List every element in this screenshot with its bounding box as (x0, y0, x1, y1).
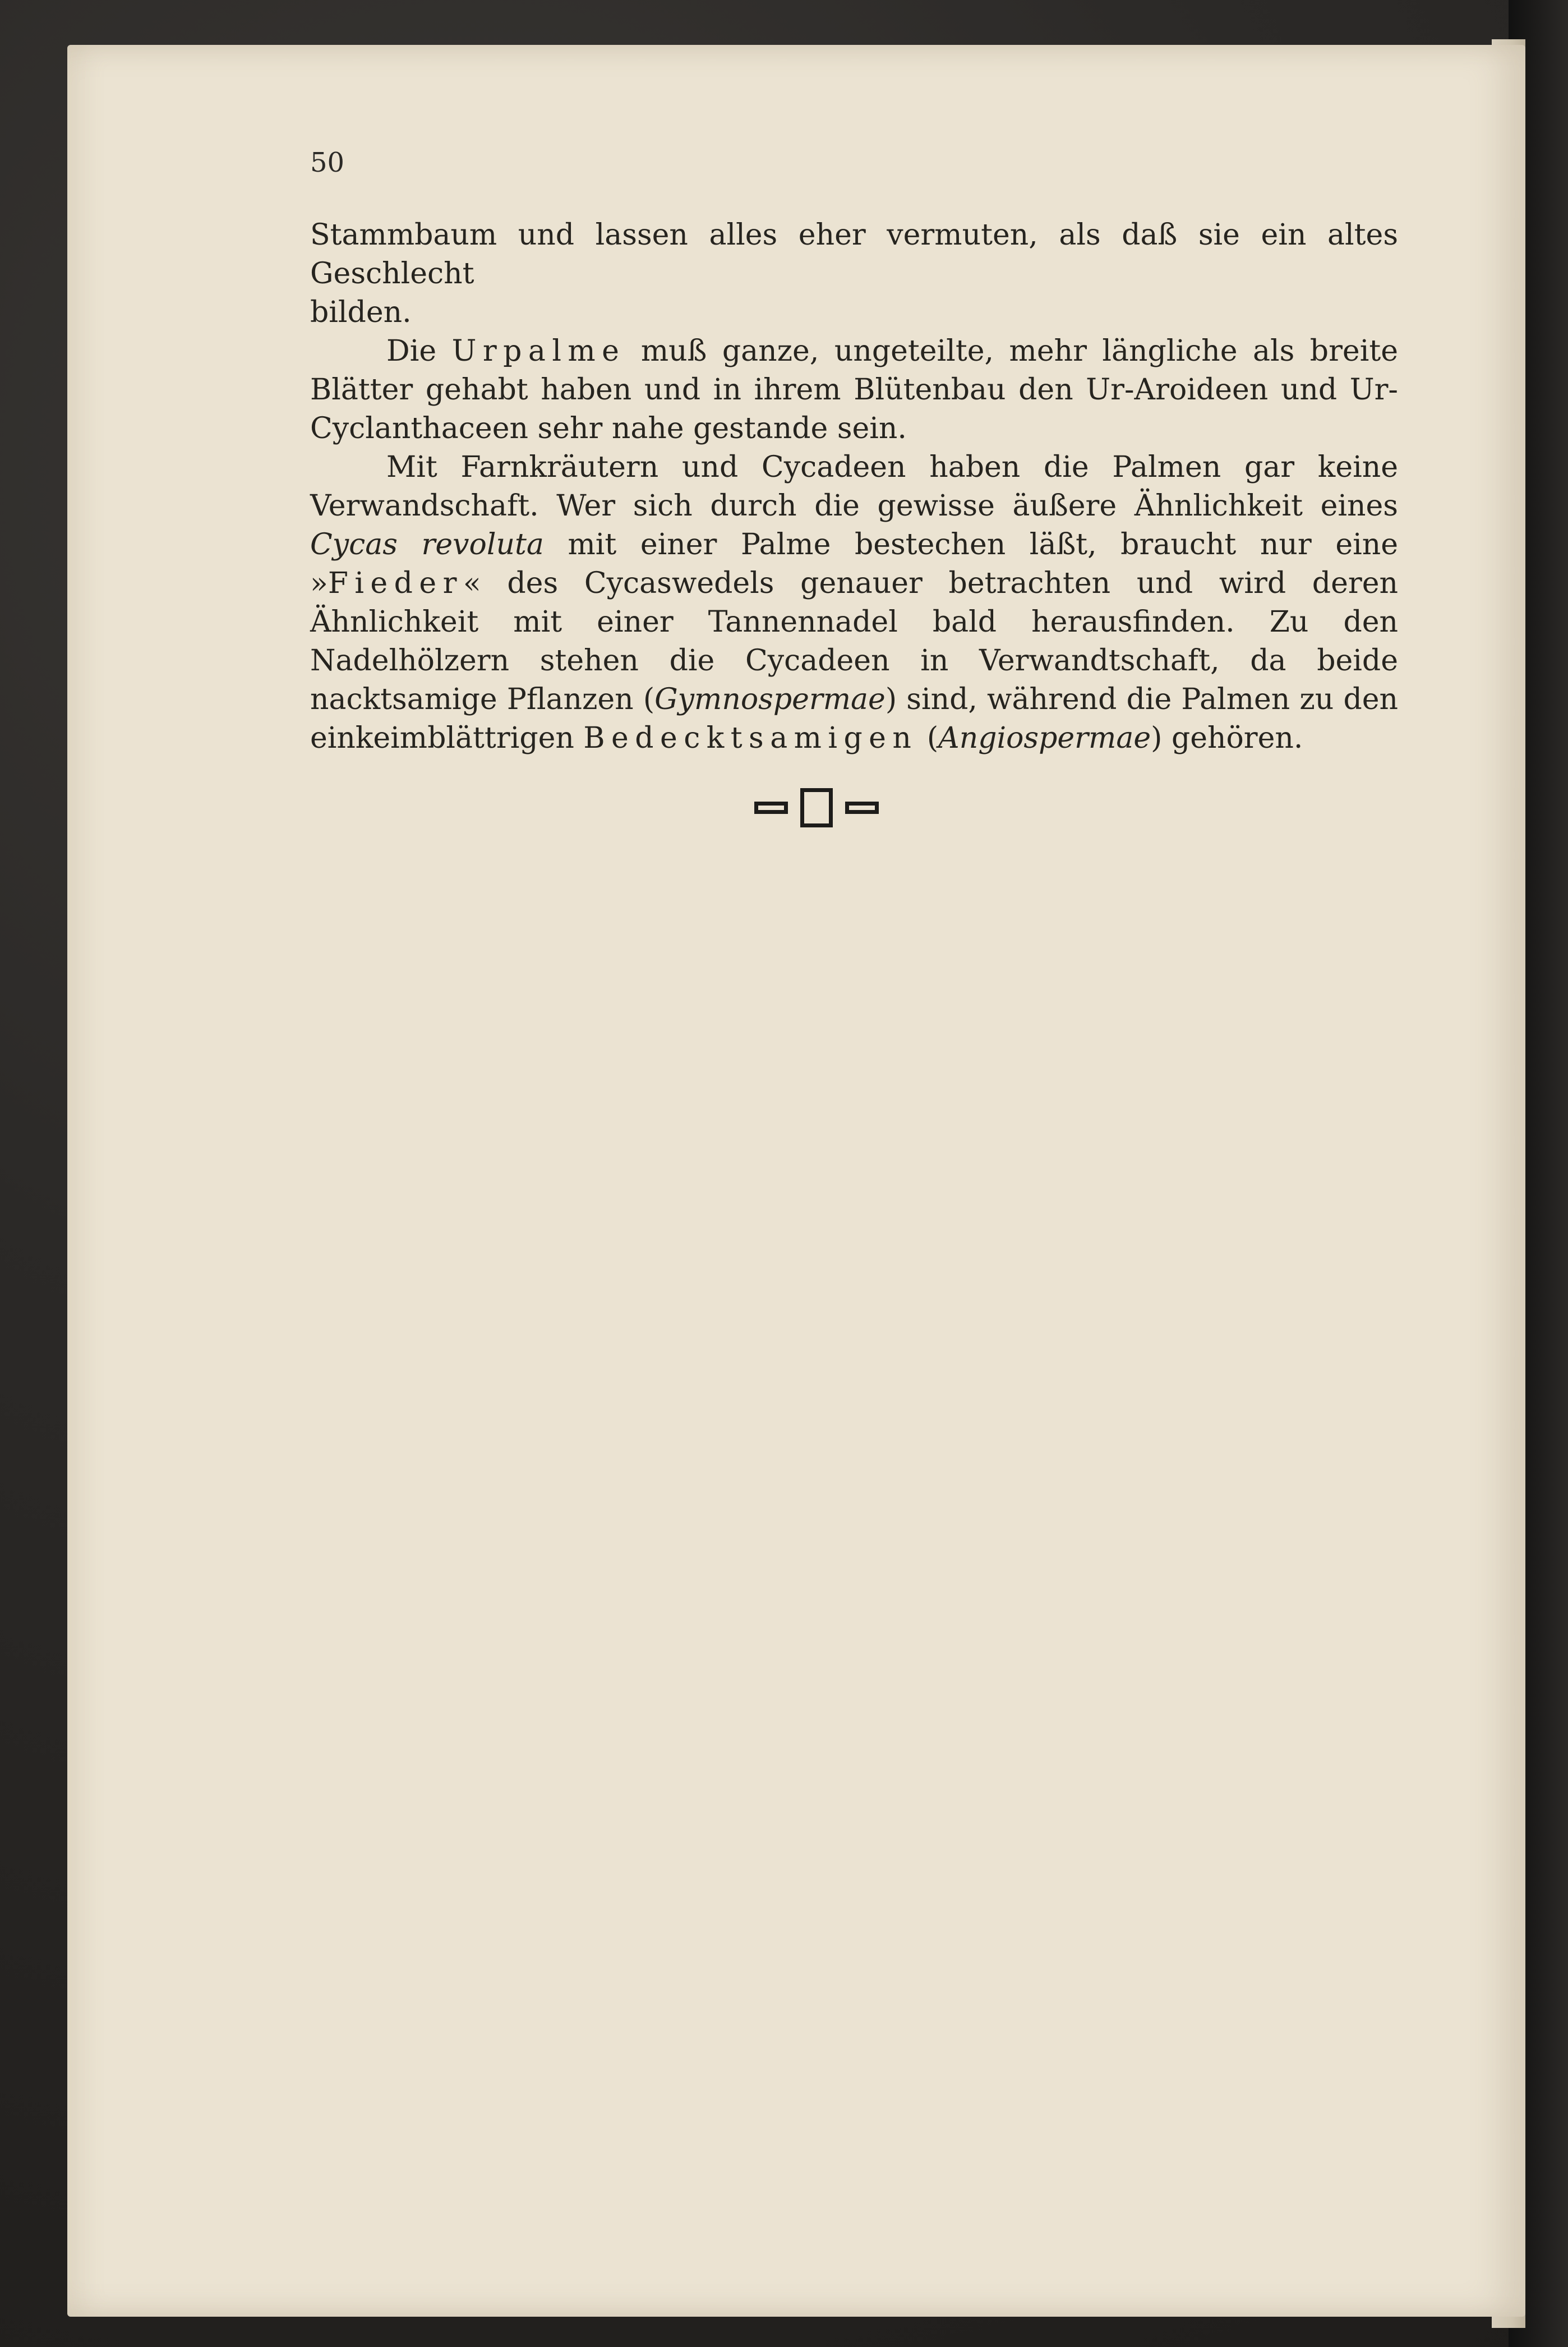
paragraph-3 (310, 448, 1398, 758)
p3-text-e: ( (917, 721, 939, 755)
p3-text-c: « des Cycaswedels genauer betrachten und wird deren Ähnlichkeit mit einer Tannennadel bald herausfinden. Zu den Nadelhölzern stehen die Cycadeen in Verwandtschaft, da beide nacktsamige Pflanzen ( (310, 567, 1398, 716)
paragraph-2 (310, 332, 1398, 448)
p3-italic-gymnospermae: Gymnospermae (654, 683, 886, 716)
p1-line-1: Stammbaum und lassen alles eher vermuten, als daß sie ein altes Geschlecht (310, 218, 1398, 291)
p2-text-a: Die (386, 334, 452, 368)
p2-spaced-term: Urpalme (451, 334, 626, 368)
p3-italic-cycas: Cycas revoluta (310, 528, 544, 562)
p3-text-a: Mit Farnkräutern und Cycadeen haben die Palmen gar keine Verwandschaft. Wer sich durch die gewisse äußere Ähnlichkeit eines (310, 450, 1398, 523)
end-ornament (754, 788, 879, 827)
p2-text-b: muß ganze, ungeteilte, mehr längliche als breite Blätter gehabt haben und in ihrem Blütenbau den Ur-Aroideen und Ur-Cyclanthaceen sehr nahe gestande sein. (310, 334, 1398, 445)
p3-italic-angiospermae: Angiospermae (938, 721, 1151, 755)
ornament-right-bar (845, 802, 879, 814)
p1-line-2: bilden. (310, 296, 412, 329)
p3-text-b: mit einer Palme bestechen läßt, braucht nur eine » (310, 528, 1398, 600)
p3-spaced-bedecktsamigen: Bedecktsamigen (583, 721, 918, 755)
ornament-center-box (800, 788, 833, 827)
p3-spaced-fieder: Fieder (328, 567, 463, 600)
p3-text-d: ) sind, während die Palmen zu den einkeimblättrigen (310, 683, 1398, 755)
ornament-left-bar (754, 802, 788, 814)
body-text (310, 216, 1398, 758)
page-number: 50 (310, 147, 345, 178)
paragraph-1 (310, 216, 1398, 332)
p3-text-f: ) gehören. (1151, 721, 1303, 755)
